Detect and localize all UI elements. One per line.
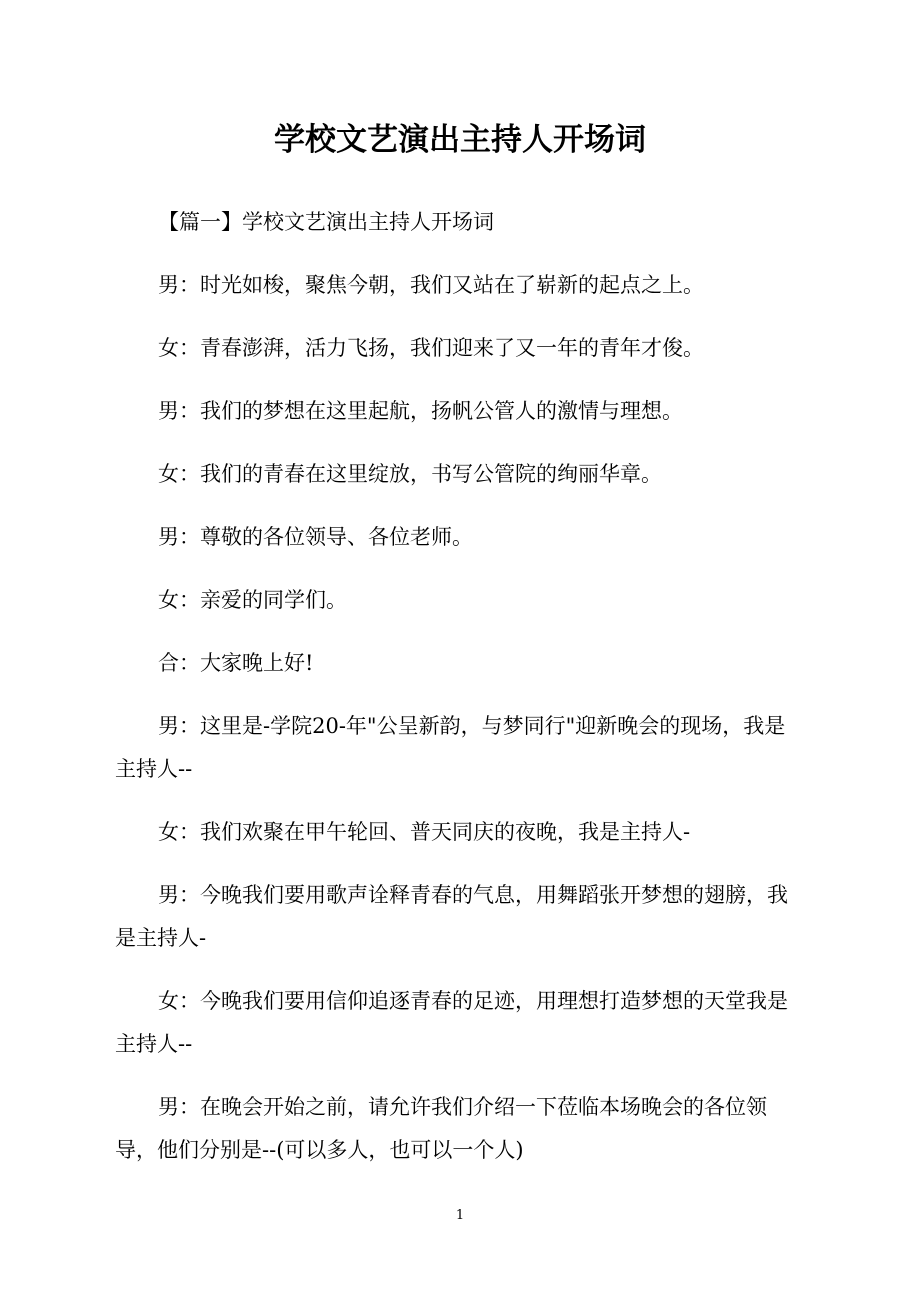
dialogue-line: 男：这里是-学院20-年"公呈新韵，与梦同行"迎新晚会的现场，我是主持人--: [115, 714, 786, 781]
page-number: 1: [455, 1208, 465, 1223]
dialogue-line: 男：今晚我们要用歌声诠释青春的气息，用舞蹈张开梦想的翅膀，我是主持人-: [115, 883, 788, 950]
dialogue-line: 女：亲爱的同学们。: [158, 588, 347, 612]
document-title: 学校文艺演出主持人开场词: [274, 122, 646, 158]
dialogue-line: 男：我们的梦想在这里起航，扬帆公管人的激情与理想。: [158, 399, 683, 423]
dialogue-line: 男：在晚会开始之前，请允许我们介绍一下莅临本场晚会的各位领导，他们分别是--(可以多人，也可以一个人): [115, 1095, 767, 1162]
dialogue-line: 男：尊敬的各位领导、各位老师。: [158, 525, 473, 549]
section-heading: 【篇一】学校文艺演出主持人开场词: [158, 210, 494, 234]
dialogue-line: 女：我们欢聚在甲午轮回、普天同庆的夜晚，我是主持人-: [158, 820, 691, 844]
dialogue-line: 女：今晚我们要用信仰追逐青春的足迹，用理想打造梦想的天堂我是主持人--: [115, 989, 788, 1056]
dialogue-line: 女：青春澎湃，活力飞扬，我们迎来了又一年的青年才俊。: [158, 336, 704, 360]
dialogue-line: 女：我们的青春在这里绽放，书写公管院的绚丽华章。: [158, 462, 662, 486]
dialogue-line: 男：时光如梭，聚焦今朝，我们又站在了崭新的起点之上。: [158, 273, 704, 297]
dialogue-line: 合：大家晚上好!: [158, 651, 314, 675]
document-body: [115, 201, 805, 1192]
